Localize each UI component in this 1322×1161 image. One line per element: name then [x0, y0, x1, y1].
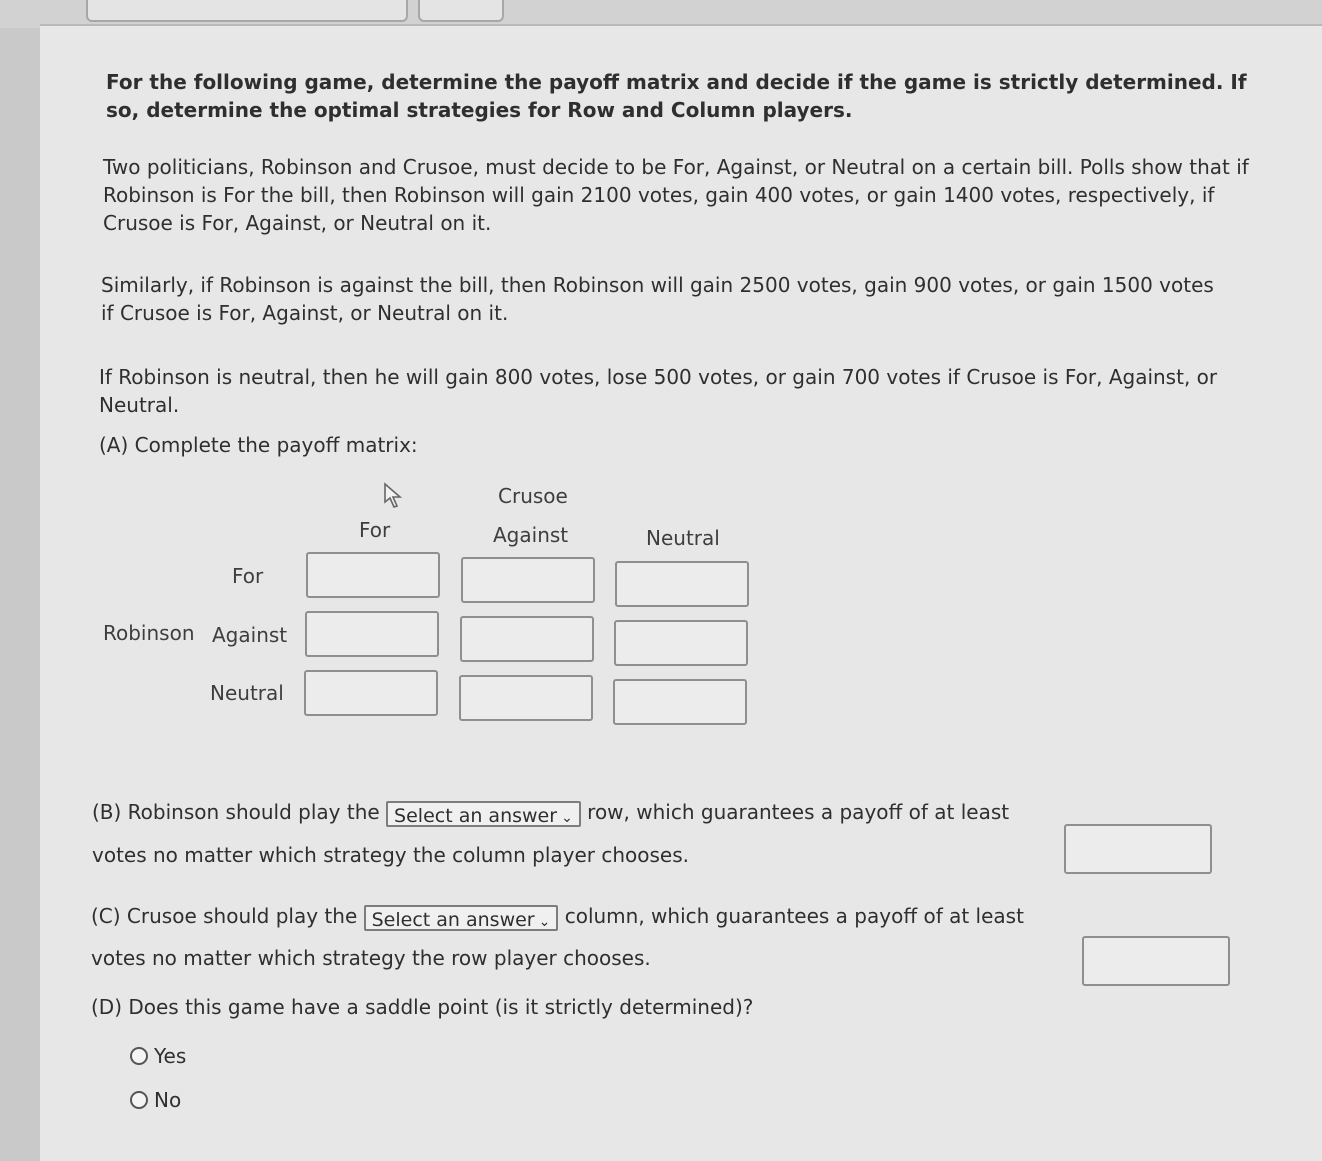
- row-header-neutral: Neutral: [210, 681, 284, 705]
- column-header-neutral: Neutral: [646, 526, 720, 550]
- mouse-pointer-icon: [383, 482, 405, 510]
- part-b-payoff-input[interactable]: [1064, 824, 1212, 874]
- part-b-row-select[interactable]: [386, 801, 581, 827]
- part-b-line: [92, 798, 1082, 827]
- part-b-line2: votes no matter which strategy the column player chooses.: [92, 843, 690, 867]
- part-c-text: column, which guarantees a payoff of at least: [564, 904, 1024, 928]
- problem-paragraph: Two politicians, Robinson and Crusoe, must decide to be For, Against, or Neutral on a certain bill. Polls show that if Robinson is For the bill, then Robinson will gain 2100 votes, gain 400 votes, or gain 1400 votes, respectively, if Crusoe is For, Against, or Neutral on it.: [103, 155, 1249, 235]
- part-b-select-label: Select an answer: [394, 804, 558, 827]
- row-player-label: Robinson: [103, 621, 195, 645]
- option-no[interactable]: [130, 1088, 181, 1112]
- column-header-for: For: [359, 518, 391, 542]
- part-c-payoff-input[interactable]: [1082, 936, 1230, 986]
- problem-intro: For the following game, determine the payoff matrix and decide if the game is strictly determined. If so, determine the optimal strategies for Row and Column players.: [106, 70, 1247, 122]
- payoff-cell-against-against[interactable]: [460, 616, 594, 662]
- part-c-line2: votes no matter which strategy the row player chooses.: [91, 946, 651, 970]
- payoff-cell-against-neutral[interactable]: [614, 620, 748, 666]
- row-header-against: Against: [212, 623, 288, 647]
- part-c-text: (C) Crusoe should play the: [91, 904, 358, 928]
- payoff-cell-for-against[interactable]: [461, 557, 595, 603]
- radio-button-icon[interactable]: [130, 1091, 148, 1109]
- payoff-cell-neutral-against[interactable]: [459, 675, 593, 721]
- problem-paragraph: If Robinson is neutral, then he will gain 800 votes, lose 500 votes, or gain 700 votes if Crusoe is For, Against, or Neutral.: [99, 365, 1218, 417]
- part-b-text: row, which guarantees a payoff of at least: [587, 800, 1010, 824]
- payoff-cell-against-for[interactable]: [305, 611, 439, 657]
- payoff-cell-for-neutral[interactable]: [615, 561, 749, 607]
- payoff-cell-neutral-for[interactable]: [304, 670, 438, 716]
- payoff-cell-for-for[interactable]: [306, 552, 440, 598]
- part-c-line: [91, 902, 1091, 931]
- chevron-down-icon: ⌄: [561, 809, 573, 826]
- chevron-down-icon: ⌄: [538, 913, 551, 930]
- toolbar-tab[interactable]: [418, 0, 504, 22]
- option-yes[interactable]: [130, 1044, 186, 1068]
- option-no-label: No: [154, 1088, 182, 1112]
- question-page: [40, 24, 1322, 1161]
- radio-button-icon[interactable]: [130, 1047, 148, 1065]
- part-d-question: (D) Does this game have a saddle point (is it strictly determined)?: [91, 995, 754, 1019]
- row-header-for: For: [232, 564, 264, 588]
- part-c-column-select[interactable]: [364, 905, 559, 931]
- column-player-label: Crusoe: [498, 484, 568, 508]
- column-header-against: Against: [493, 523, 569, 547]
- part-a-label: (A) Complete the payoff matrix:: [99, 433, 418, 457]
- payoff-cell-neutral-neutral[interactable]: [613, 679, 747, 725]
- part-c-select-label: Select an answer: [371, 908, 535, 931]
- option-yes-label: Yes: [154, 1044, 187, 1068]
- toolbar-tab[interactable]: [86, 0, 408, 22]
- problem-paragraph: Similarly, if Robinson is against the bill, then Robinson will gain 2500 votes, gain 900 votes, or gain 1500 votes if Crusoe is For, Against, or Neutral on it.: [101, 273, 1214, 325]
- part-b-text: (B) Robinson should play the: [92, 800, 380, 824]
